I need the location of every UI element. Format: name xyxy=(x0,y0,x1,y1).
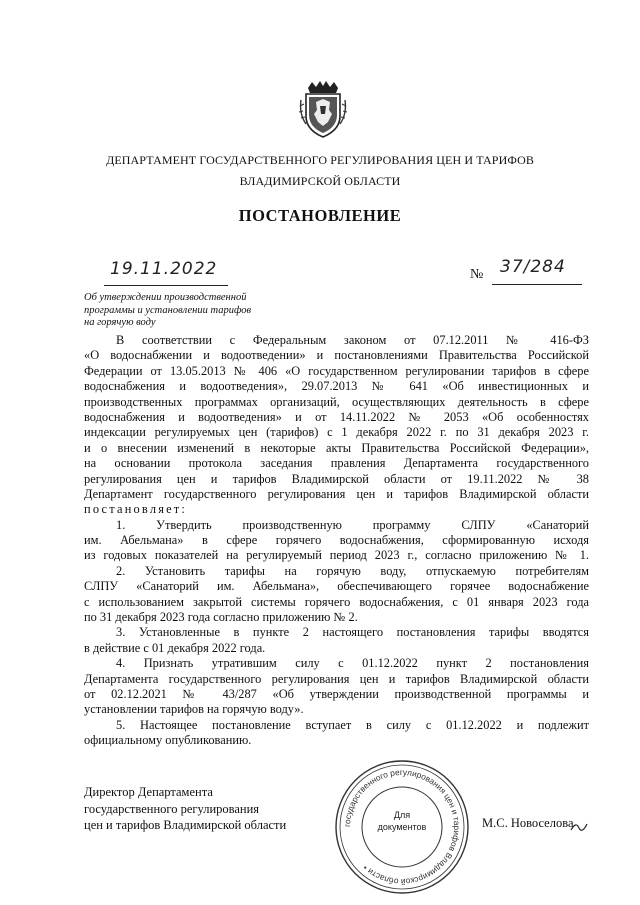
stamp-ring-text: государственного регулирования цен и тарифов Владимирской области • xyxy=(341,766,463,888)
body-line: СЛПУ «Санаторий им. Абельмана», обеспечивающего горячее водоснабжение xyxy=(84,579,589,594)
stamp-center-line: документов xyxy=(377,822,427,832)
document-date-field xyxy=(104,257,228,286)
body-line: водоснабжения и водоотведения» и от 14.11.2022 № 2053 «Об особенностях xyxy=(84,409,589,424)
body-line: установлении тарифов на горячую воду». xyxy=(84,702,304,717)
department-name-line2: ВЛАДИМИРСКОЙ ОБЛАСТИ xyxy=(239,174,401,188)
body-line-decree-word: постановляет: xyxy=(84,502,188,517)
document-body xyxy=(84,333,589,749)
body-line: 4. Признать утратившим силу с 01.12.2022 пункт 2 постановления xyxy=(116,656,589,671)
document-number-field xyxy=(470,257,590,285)
handwritten-date: 19.11.2022 xyxy=(110,259,218,279)
stamp-center-text xyxy=(366,809,438,833)
body-line: В соответствии с Федеральным законом от 07.12.2011 № 416-ФЗ xyxy=(116,333,589,347)
body-line: им. Абельмана» в сфере горячего водоснабжения, сформированную исходя xyxy=(84,533,589,548)
subject-line: программы и установлении тарифов xyxy=(84,304,252,316)
body-line: 2. Установить тарифы на горячую воду, отпускаемую потребителям xyxy=(116,563,589,578)
body-line: на основании протокола заседания правления Департамента государственного xyxy=(84,456,589,471)
position-line: Директор Департамента xyxy=(84,785,213,799)
coat-of-arms-emblem xyxy=(298,80,348,140)
body-line: в действие с 01 декабря 2022 года. xyxy=(84,640,266,655)
number-sign: № xyxy=(470,267,484,282)
position-line: цен и тарифов Владимирской области xyxy=(84,818,287,832)
body-line: от 02.12.2021 № 43/287 «Об утверждении производственной программы и xyxy=(84,686,589,701)
body-line: из годовых показателей на регулируемый период 2023 г., согласно приложению № 1. xyxy=(84,548,589,563)
document-subject xyxy=(84,292,314,330)
body-line: Федерации от 13.05.2013 № 406 «О государственном регулировании тарифов в сфере xyxy=(84,363,589,378)
body-line: регулирования цен и тарифов Владимирской области от 19.11.2022 № 38 xyxy=(84,471,589,486)
body-line: производственных программах организаций, осуществляющих деятельность в сфере xyxy=(84,394,589,409)
body-line: официальному опубликованию. xyxy=(84,733,252,748)
position-line: государственного регулирования xyxy=(84,801,260,816)
handwritten-signature-mark xyxy=(570,818,588,836)
body-line: 5. Настоящее постановление вступает в силу с 01.12.2022 и подлежит xyxy=(116,717,589,732)
number-underline xyxy=(492,256,582,285)
body-line: «О водоснабжении и водоотведении» и постановлениями Правительства Российской xyxy=(84,348,589,363)
body-line: Департамента государственного регулирования цен и тарифов Владимирской области xyxy=(84,671,589,686)
document-type-title: ПОСТАНОВЛЕНИЕ xyxy=(238,206,402,225)
body-line: и о внесении изменений в некоторые акты Правительства Российской Федерации», xyxy=(84,440,589,455)
body-line: по 31 декабря 2023 года согласно приложению № 2. xyxy=(84,610,358,625)
handwritten-number: 37/284 xyxy=(500,257,566,277)
body-line: Департамент государственного регулирования цен и тарифов Владимирской области xyxy=(84,486,589,501)
subject-line: на горячую воду xyxy=(84,317,156,328)
body-line: индексации регулируемых цен (тарифов) с 1 декабря 2022 г. по 31 декабря 2023 г. xyxy=(84,425,589,440)
subject-line: Об утверждении производственной xyxy=(84,292,247,303)
body-line: водоснабжения и водоотведения», 29.07.2013 № 641 «Об инвестиционных и xyxy=(84,379,589,394)
department-name-line1: ДЕПАРТАМЕНТ ГОСУДАРСТВЕННОГО РЕГУЛИРОВАНИЯ ЦЕН И ТАРИФОВ xyxy=(106,153,534,167)
body-line: 3. Установленные в пункте 2 настоящего постановления тарифы вводятся xyxy=(116,625,589,640)
signatory-name: М.С. Новоселова xyxy=(482,816,574,830)
signatory-position xyxy=(84,784,286,834)
body-line: 1. Утвердить производственную программу СЛПУ «Санаторий xyxy=(116,517,589,532)
stamp-center-line: Для xyxy=(393,810,411,820)
official-stamp xyxy=(332,757,472,897)
body-line: с использованием закрытой системы горячего водоснабжения, с 01 января 2023 года xyxy=(84,594,589,609)
